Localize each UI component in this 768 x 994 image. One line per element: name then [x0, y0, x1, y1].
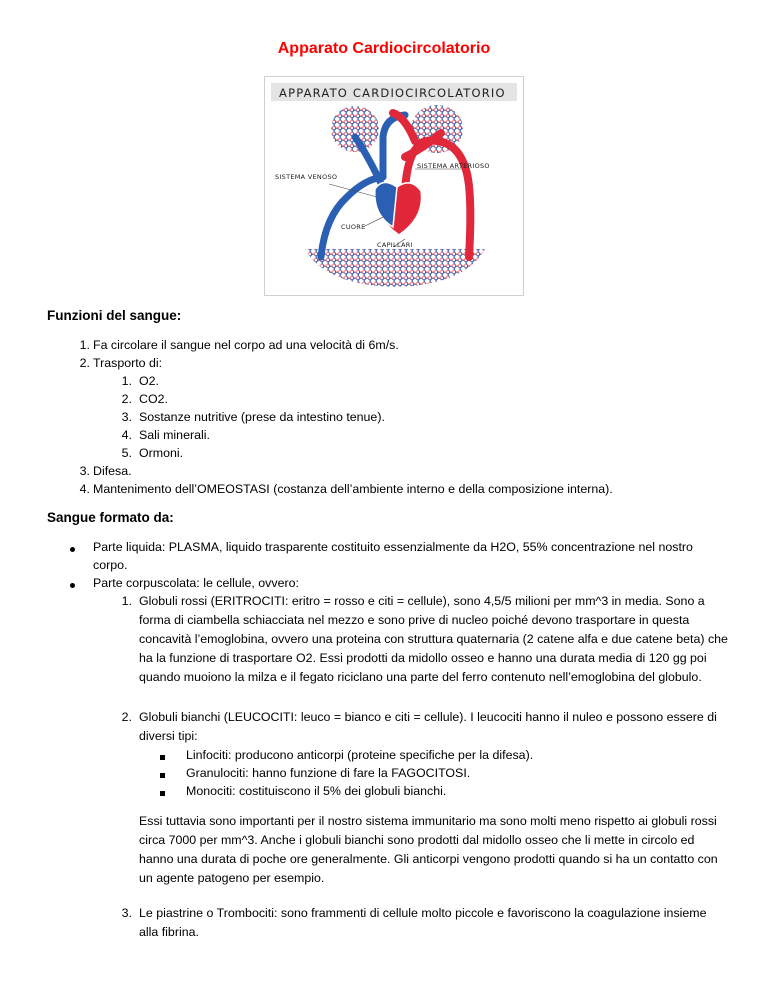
left-lung-capillaries [331, 106, 379, 152]
body-capillaries [305, 249, 485, 287]
square-bullet-icon [160, 791, 165, 796]
list-item: Difesa. [93, 464, 132, 478]
cell-number: 3. [121, 906, 132, 920]
circulatory-diagram [264, 76, 524, 296]
circulation-illustration [265, 77, 523, 295]
diagram-header-text: APPARATO CARDIOCIRCOLATORIO [279, 86, 506, 100]
section-heading-sangue: Sangue formato da: [47, 510, 174, 525]
leucocita-item: Linfociti: producono anticorpi (proteine specifiche per la difesa). [186, 748, 534, 762]
cell-piastrine: Le piastrine o Trombociti: sono frammenti di cellule molto piccole e favoriscono la coagulazione insieme alla fibrina. [139, 906, 707, 939]
sublist-item: Sali minerali. [139, 428, 210, 442]
label-sistema-arterioso: SISTEMA ARTERIOSO [417, 162, 490, 170]
sublist-item: CO2. [139, 392, 168, 406]
bullet-icon [70, 547, 75, 552]
sublist-number: 2. [121, 392, 132, 406]
sublist-number: 5. [121, 446, 132, 460]
list-number: 1. [79, 338, 90, 352]
sublist-number: 1. [121, 374, 132, 388]
cell-number: 1. [121, 594, 132, 608]
page-title: Apparato Cardiocircolatorio [277, 40, 491, 57]
square-bullet-icon [160, 755, 165, 760]
bullet-icon [70, 583, 75, 588]
cell-globuli-rossi: Globuli rossi (ERITROCITI: eritro = rosso e citi = cellule), sono 4,5/5 milioni per mm^3 in media. Sono a forma di ciambella schiacciata nel mezzo e sono prive di nucleo poiché devono trasportare in questa concavità l’emoglobina, ovvero una proteina con struttura quaternaria (2 catene alfa e due catene beta) che ha la funzione di trasportare O2. Essi prodotti da midollo osseo e hanno una durata media di 120 gg poi quando muoiono la milza e il fegato riciclano una parte del ferro contenuto nell’emoglobina del globulo. [139, 594, 728, 684]
list-item: Mantenimento dell’OMEOSTASI (costanza dell’ambiente interno e della composizione interna). [93, 482, 613, 496]
square-bullet-icon [160, 773, 165, 778]
section-heading-funzioni: Funzioni del sangue: [47, 308, 182, 323]
list-item: Trasporto di: [93, 356, 163, 370]
cell-globuli-bianchi: Globuli bianchi (LEUCOCITI: leuco = bianco e citi = cellule). I leucociti hanno il nuleo e possono essere di diversi tipi: [139, 710, 717, 743]
sublist-item: Sostanze nutritive (prese da intestino tenue). [139, 410, 385, 424]
leucociti-paragraph: Essi tuttavia sono importanti per il nostro sistema immunitario ma sono molti meno rispetto ai globuli rossi circa 7000 per mm^3. Anche i globuli bianchi sono prodotti dal midollo osseo che li mette in circolo ed hanno una durata di poche ore generalmente. Gli anticorpi vengono prodotti quando si ha un contatto con un agente patogeno per esempio. [139, 814, 718, 885]
list-number: 4. [79, 482, 90, 496]
leucocita-item: Monociti: costituiscono il 5% dei globuli bianchi. [186, 784, 447, 798]
list-number: 3. [79, 464, 90, 478]
sublist-item: Ormoni. [139, 446, 184, 460]
label-capillari: CAPILLARI [377, 241, 413, 249]
list-item: Fa circolare il sangue nel corpo ad una velocità di 6m/s. [93, 338, 399, 352]
leucocita-item: Granulociti: hanno funzione di fare la FAGOCITOSI. [186, 766, 471, 780]
heart [375, 182, 422, 235]
cell-number: 2. [121, 710, 132, 724]
label-cuore: CUORE [341, 223, 366, 231]
label-sistema-venoso: SISTEMA VENOSO [275, 173, 338, 181]
sublist-number: 3. [121, 410, 132, 424]
sublist-item: O2. [139, 374, 159, 388]
list-number: 2. [79, 356, 90, 370]
bullet-corpuscolata: Parte corpuscolata: le cellule, ovvero: [93, 576, 299, 590]
bullet-plasma: Parte liquida: PLASMA, liquido trasparente costituito essenzialmente da H2O, 55% concentrazione nel nostro corpo. [93, 540, 693, 572]
sublist-number: 4. [121, 428, 132, 442]
